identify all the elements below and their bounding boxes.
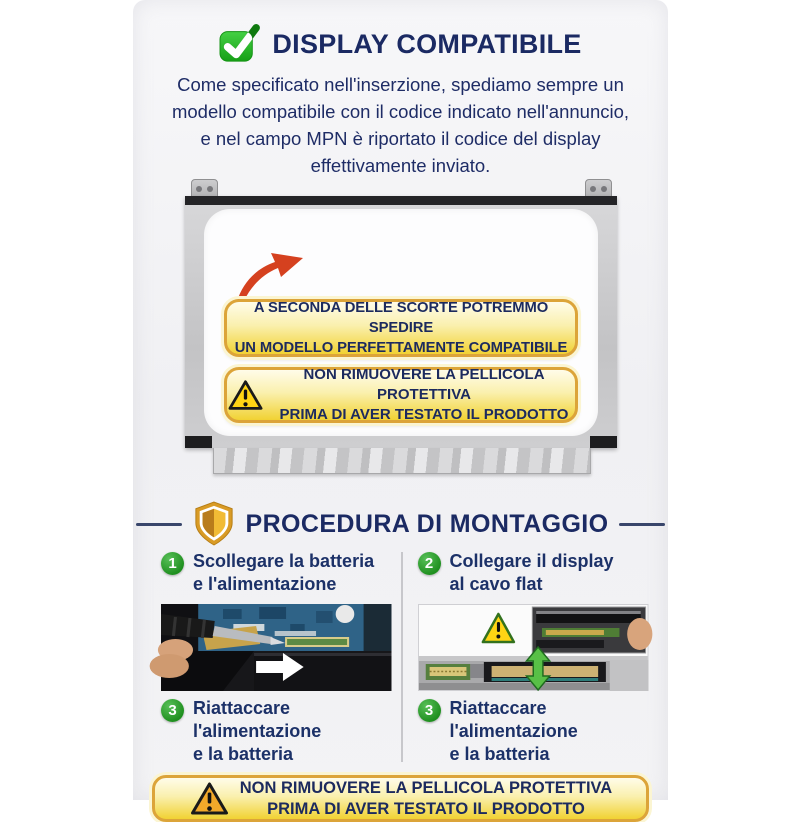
step-number-badge: 2	[418, 552, 441, 575]
round-sticker	[336, 605, 355, 623]
column-divider	[401, 552, 403, 762]
footer-warning-line: NON RIMUOVERE LA PELLICOLA PROTETTIVA	[239, 778, 613, 797]
content-column	[133, 0, 668, 818]
stock-note-line: A SECONDA DELLE SCORTE POTREMMO SPEDIRE	[253, 300, 549, 336]
panel-top-edge	[185, 196, 617, 205]
step-label: Scollegare la batteria	[193, 551, 375, 571]
procedure-header	[133, 501, 668, 547]
intro-line: Come specificato nell'inserzione, spediamo sempre un	[177, 74, 624, 95]
step-label: Collegare il display	[449, 551, 614, 571]
warning-triangle-icon	[189, 781, 230, 817]
intro-line: effettivamente inviato.	[310, 155, 491, 176]
step-label: e la batteria	[193, 744, 294, 764]
fingertip	[627, 618, 652, 650]
procedure-title: PROCEDURA DI MONTAGGIO	[245, 509, 609, 538]
intro-paragraph	[133, 71, 668, 179]
step-number-badge: 3	[161, 699, 184, 722]
film-warning-note	[224, 367, 578, 423]
film-warning-line: PRIMA DI AVER TESTATO IL PRODOTTO	[279, 406, 569, 423]
step-number-badge: 1	[161, 552, 184, 575]
divider-line	[136, 523, 182, 526]
footer-warning-line: PRIMA DI AVER TESTATO IL PRODOTTO	[267, 799, 585, 818]
motherboard-photo	[161, 604, 392, 691]
step-2	[418, 550, 649, 596]
procedure-steps	[133, 550, 668, 766]
step-3-right	[418, 697, 649, 766]
warning-triangle-icon	[227, 379, 264, 412]
intro-line: modello compatibile con il codice indicato nell'annuncio,	[171, 101, 630, 122]
step-label: Riattaccare l'alimentazione	[449, 698, 578, 741]
step-label: e l'alimentazione	[193, 574, 337, 594]
step-label: Riattaccare l'alimentazione	[193, 698, 322, 741]
stock-note	[224, 299, 578, 357]
steps-column-right	[418, 550, 649, 766]
stock-note-line: UN MODELLO PERFETTAMENTE COMPATIBILE	[234, 340, 568, 356]
check-icon	[219, 25, 259, 63]
step-label: al cavo flat	[449, 574, 543, 594]
panel-corner-right	[590, 436, 617, 448]
step-3-left	[161, 697, 392, 766]
divider-line	[619, 523, 665, 526]
page-title: DISPLAY COMPATIBILE	[272, 28, 582, 59]
panel-foil-strip	[213, 448, 591, 474]
film-warning-line: NON RIMUOVERE LA PELLICOLA PROTETTIVA	[303, 366, 545, 403]
step-number-badge: 3	[418, 699, 441, 722]
laptop-panel-illustration	[133, 179, 668, 475]
step-1	[161, 550, 392, 596]
panel-corner-left	[185, 436, 212, 448]
lcd-panel	[185, 196, 617, 448]
header	[133, 0, 668, 63]
connector-inset-photo	[532, 607, 652, 653]
shield-icon	[193, 501, 235, 547]
step-label: e la batteria	[449, 744, 550, 764]
footer-warning	[152, 775, 649, 822]
curved-red-arrow-icon	[230, 249, 316, 301]
connector-photo	[418, 604, 649, 691]
intro-line: e nel campo MPN è riportato il codice del display	[200, 128, 601, 149]
steps-column-left	[161, 550, 392, 766]
panel-screen	[204, 209, 598, 436]
